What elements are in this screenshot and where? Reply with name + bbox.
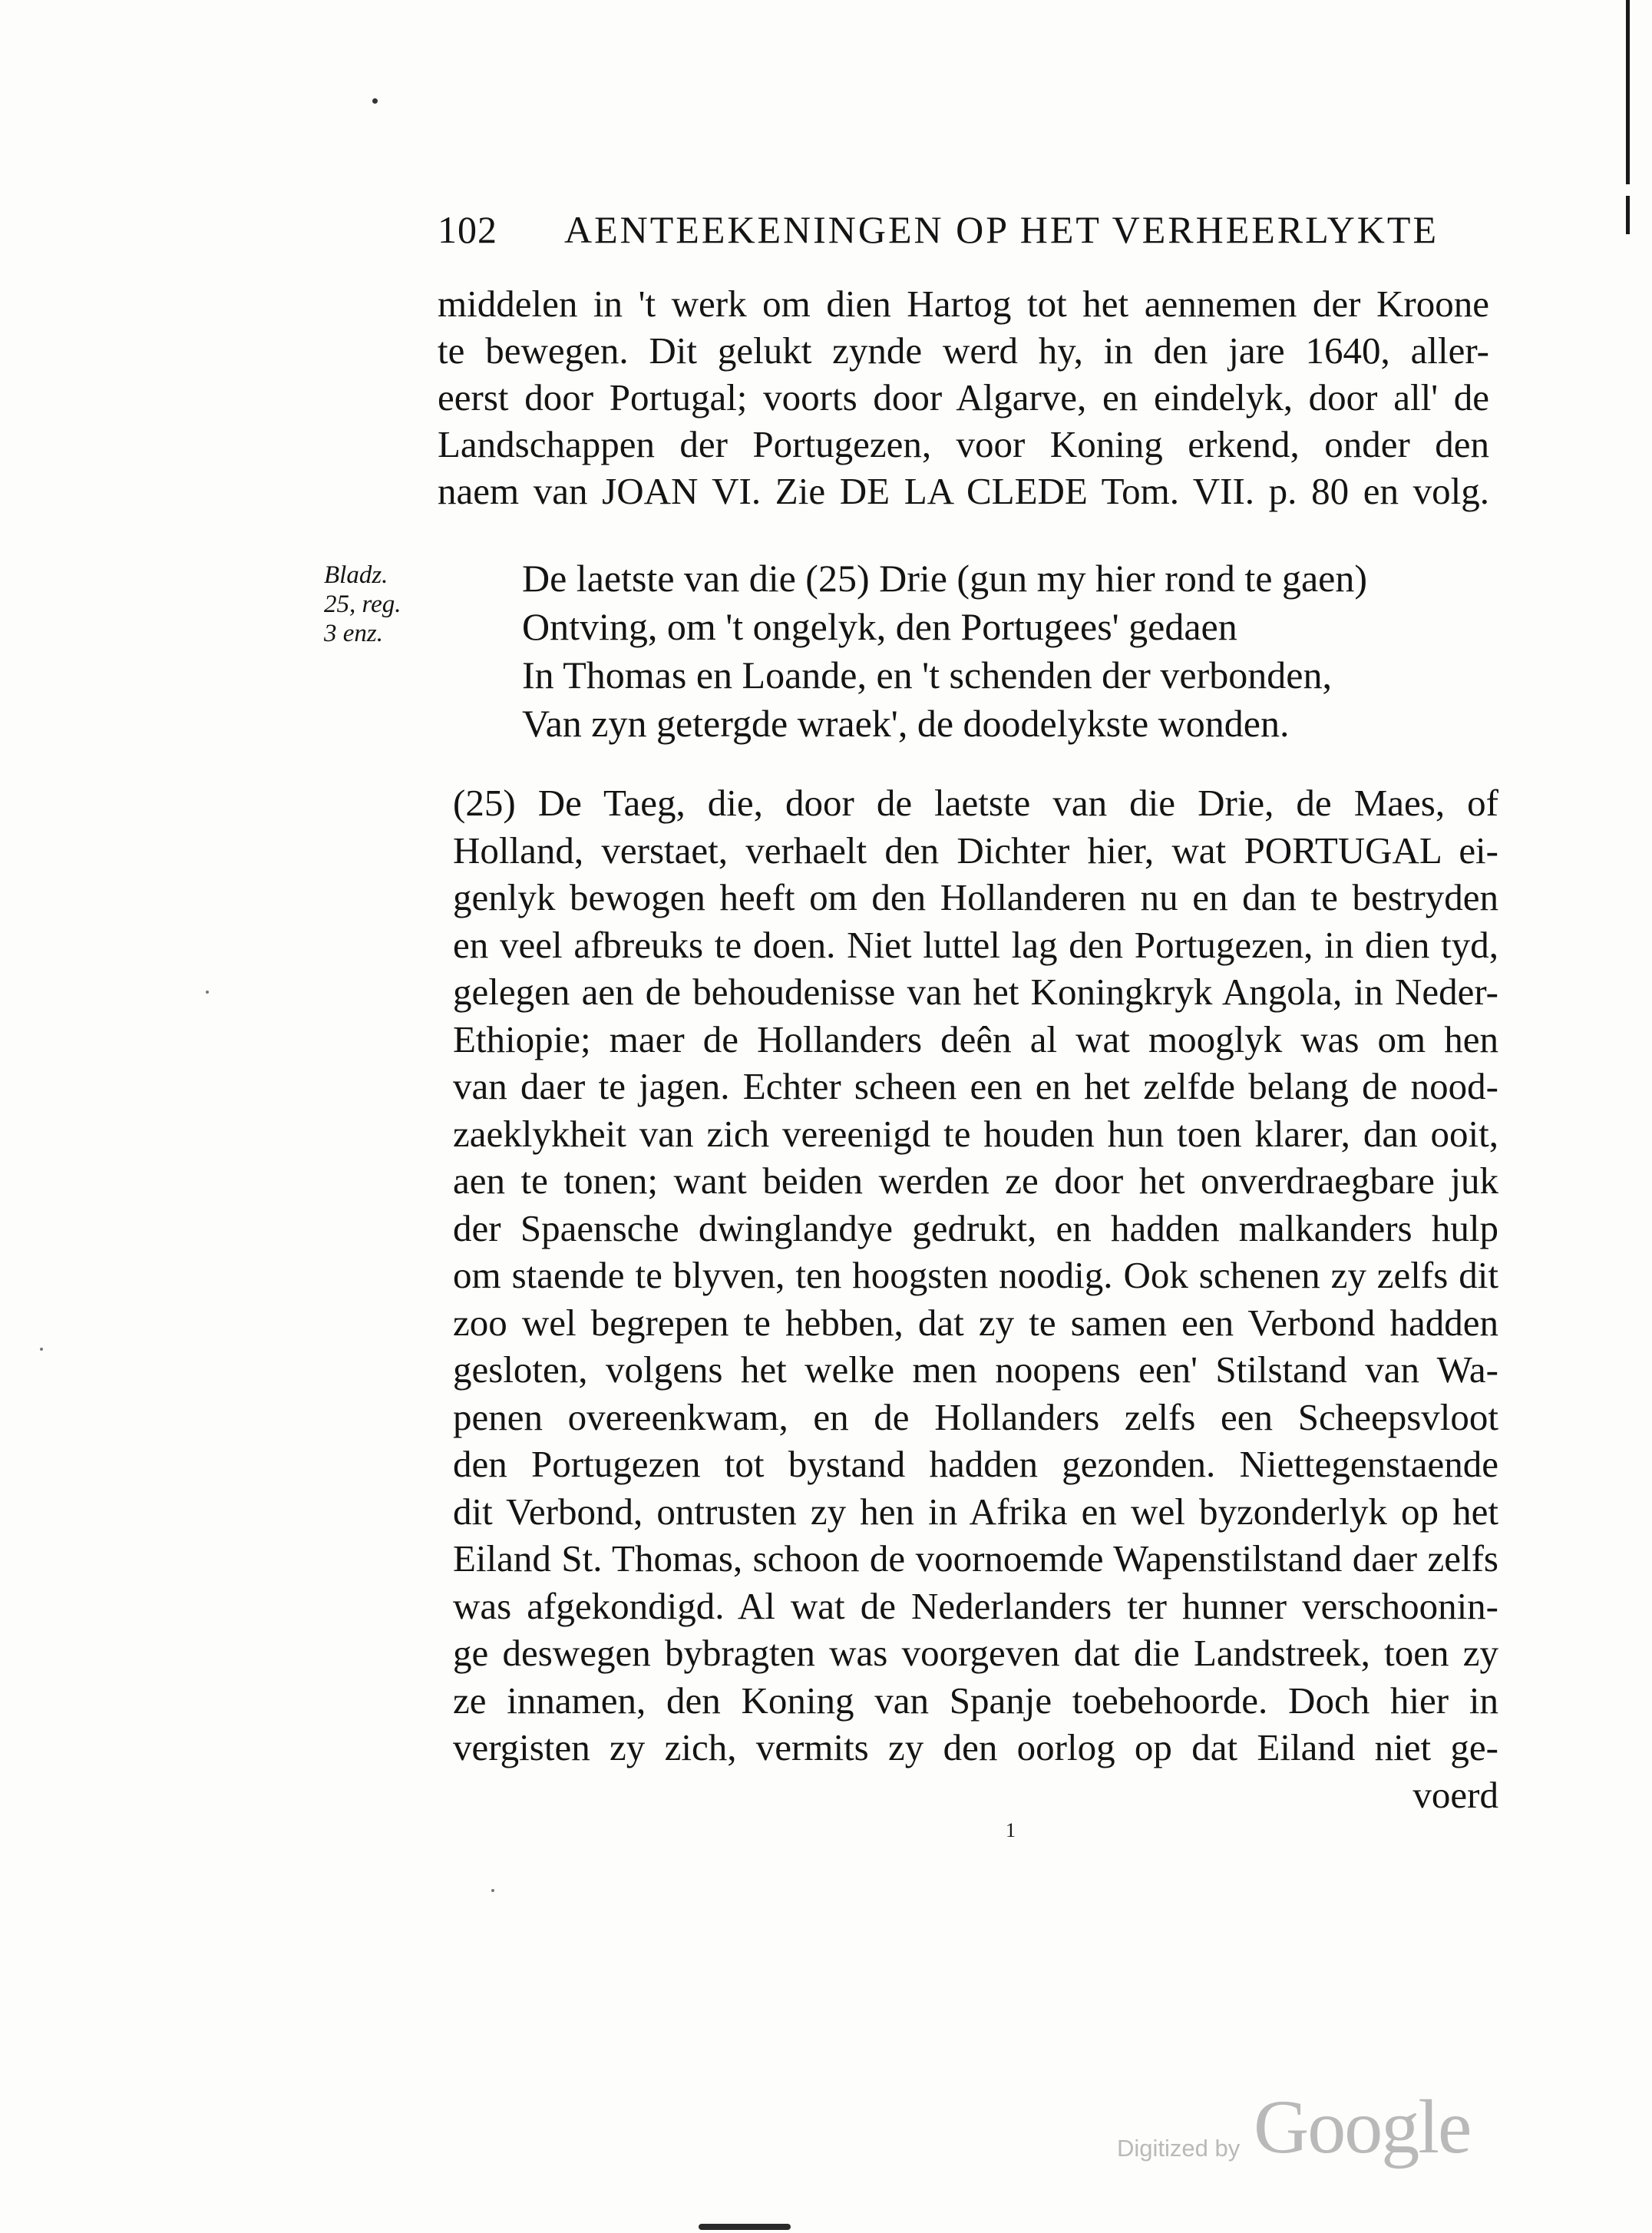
page-edge-line bbox=[1626, 196, 1630, 234]
verse-line: In Thomas en Loande, en 't schenden der verbonden, bbox=[522, 653, 1332, 696]
text-line: dit Verbond, ontrusten zy hen in Afrika en wel byzonderlyk op het bbox=[453, 1490, 1498, 1533]
margin-reference bbox=[324, 561, 447, 648]
intro-paragraph bbox=[438, 280, 1489, 514]
text-line: Landschappen der Portugezen, voor Koning erkend, onder den bbox=[438, 423, 1489, 465]
text-line: ge deswegen bybragten was voorgeven dat die Landstreek, toen zy bbox=[453, 1632, 1498, 1674]
text-line: ze innamen, den Koning van Spanje toebehoorde. Doch hier in bbox=[453, 1679, 1498, 1722]
text-line: te bewegen. Dit gelukt zynde werd hy, in den jare 1640, aller- bbox=[438, 329, 1489, 372]
text-line: van daer te jagen. Echter scheen een en het zelfde belang de nood- bbox=[453, 1065, 1498, 1107]
verse-quotation bbox=[522, 554, 1489, 748]
text-line: Ethiopie; maer de Hollanders deên al wat mooglyk was om hen bbox=[453, 1017, 1498, 1060]
ink-speck bbox=[206, 991, 209, 994]
annotation-paragraph bbox=[453, 779, 1498, 1818]
text-line: gelegen aen de behoudenisse van het Koningkryk Angola, in Neder- bbox=[453, 971, 1498, 1013]
text-line: der Spaensche dwinglandye gedrukt, en hadden malkanders hulp bbox=[453, 1206, 1498, 1249]
text-line: gesloten, volgens het welke men noopens een' Stilstand van Wa- bbox=[453, 1348, 1498, 1391]
digitized-watermark bbox=[1117, 2082, 1471, 2175]
page-edge-line bbox=[1626, 0, 1630, 184]
margin-line: 25, reg. bbox=[324, 591, 401, 618]
text-line: vergisten zy zich, vermits zy den oorlog op dat Eiland niet ge- bbox=[453, 1726, 1498, 1768]
text-line: genlyk bewogen heeft om den Hollanderen nu en dan te bestryden bbox=[453, 876, 1498, 918]
ink-speck bbox=[40, 1348, 43, 1351]
google-logo: Google bbox=[1254, 2084, 1471, 2169]
text-line: aen te tonen; want beiden werden ze door het onverdraegbare juk bbox=[453, 1160, 1498, 1202]
text-line: zoo wel begrepen te hebben, dat zy te samen een Verbond hadden bbox=[453, 1301, 1498, 1344]
verse-line: Ontving, om 't ongelyk, den Portugees' gedaen bbox=[522, 605, 1237, 648]
signature-mark: 1 bbox=[1006, 1819, 1016, 1841]
text-line: naem van JOAN VI. Zie DE LA CLEDE Tom. VII. p. 80 en volg. bbox=[438, 470, 1489, 512]
text-line: was afgekondigd. Al wat de Nederlanders ter hunner verschoonin- bbox=[453, 1584, 1498, 1627]
text-line: om staende te blyven, ten hoogsten noodig. Ook schenen zy zelfs dit bbox=[453, 1254, 1498, 1296]
verse-line: De laetste van die (25) Drie (gun my hier rond te gaen) bbox=[522, 557, 1367, 600]
margin-line: Bladz. bbox=[324, 561, 388, 589]
page-bottom-mark bbox=[699, 2224, 791, 2230]
running-title: AENTEEKENINGEN OP HET VERHEERLYKTE bbox=[564, 208, 1439, 251]
text-line: middelen in 't werk om dien Hartog tot het aennemen der Kroone bbox=[438, 283, 1489, 325]
text-line: den Portugezen tot bystand hadden gezonden. Niettegenstaende bbox=[453, 1443, 1498, 1485]
text-line: Eiland St. Thomas, schoon de voornoemde Wapenstilstand daer zelfs bbox=[453, 1537, 1498, 1580]
ink-speck bbox=[372, 98, 378, 104]
margin-line: 3 enz. bbox=[324, 620, 383, 647]
text-line: eerst door Portugal; voorts door Algarve, en eindelyk, door all' de bbox=[438, 376, 1489, 418]
verse-line: Van zyn getergde wraek', de doodelykste wonden. bbox=[522, 702, 1290, 745]
text-line: en veel afbreuks te doen. Niet luttel lag den Portugezen, in dien tyd, bbox=[453, 923, 1498, 966]
catchword: voerd bbox=[1412, 1773, 1498, 1816]
text-line: Holland, verstaet, verhaelt den Dichter hier, wat PORTUGAL ei- bbox=[453, 829, 1498, 872]
running-header bbox=[438, 207, 1439, 261]
ink-speck bbox=[491, 1889, 494, 1892]
watermark-label: Digitized by bbox=[1117, 2135, 1241, 2162]
page-number: 102 bbox=[438, 208, 497, 251]
text-line: (25) De Taeg, die, door de laetste van die Drie, de Maes, of bbox=[453, 782, 1498, 824]
text-line: penen overeenkwam, en de Hollanders zelfs een Scheepsvloot bbox=[453, 1395, 1498, 1438]
text-line: zaeklykheit van zich vereenigd te houden hun toen klarer, dan ooit, bbox=[453, 1112, 1498, 1155]
